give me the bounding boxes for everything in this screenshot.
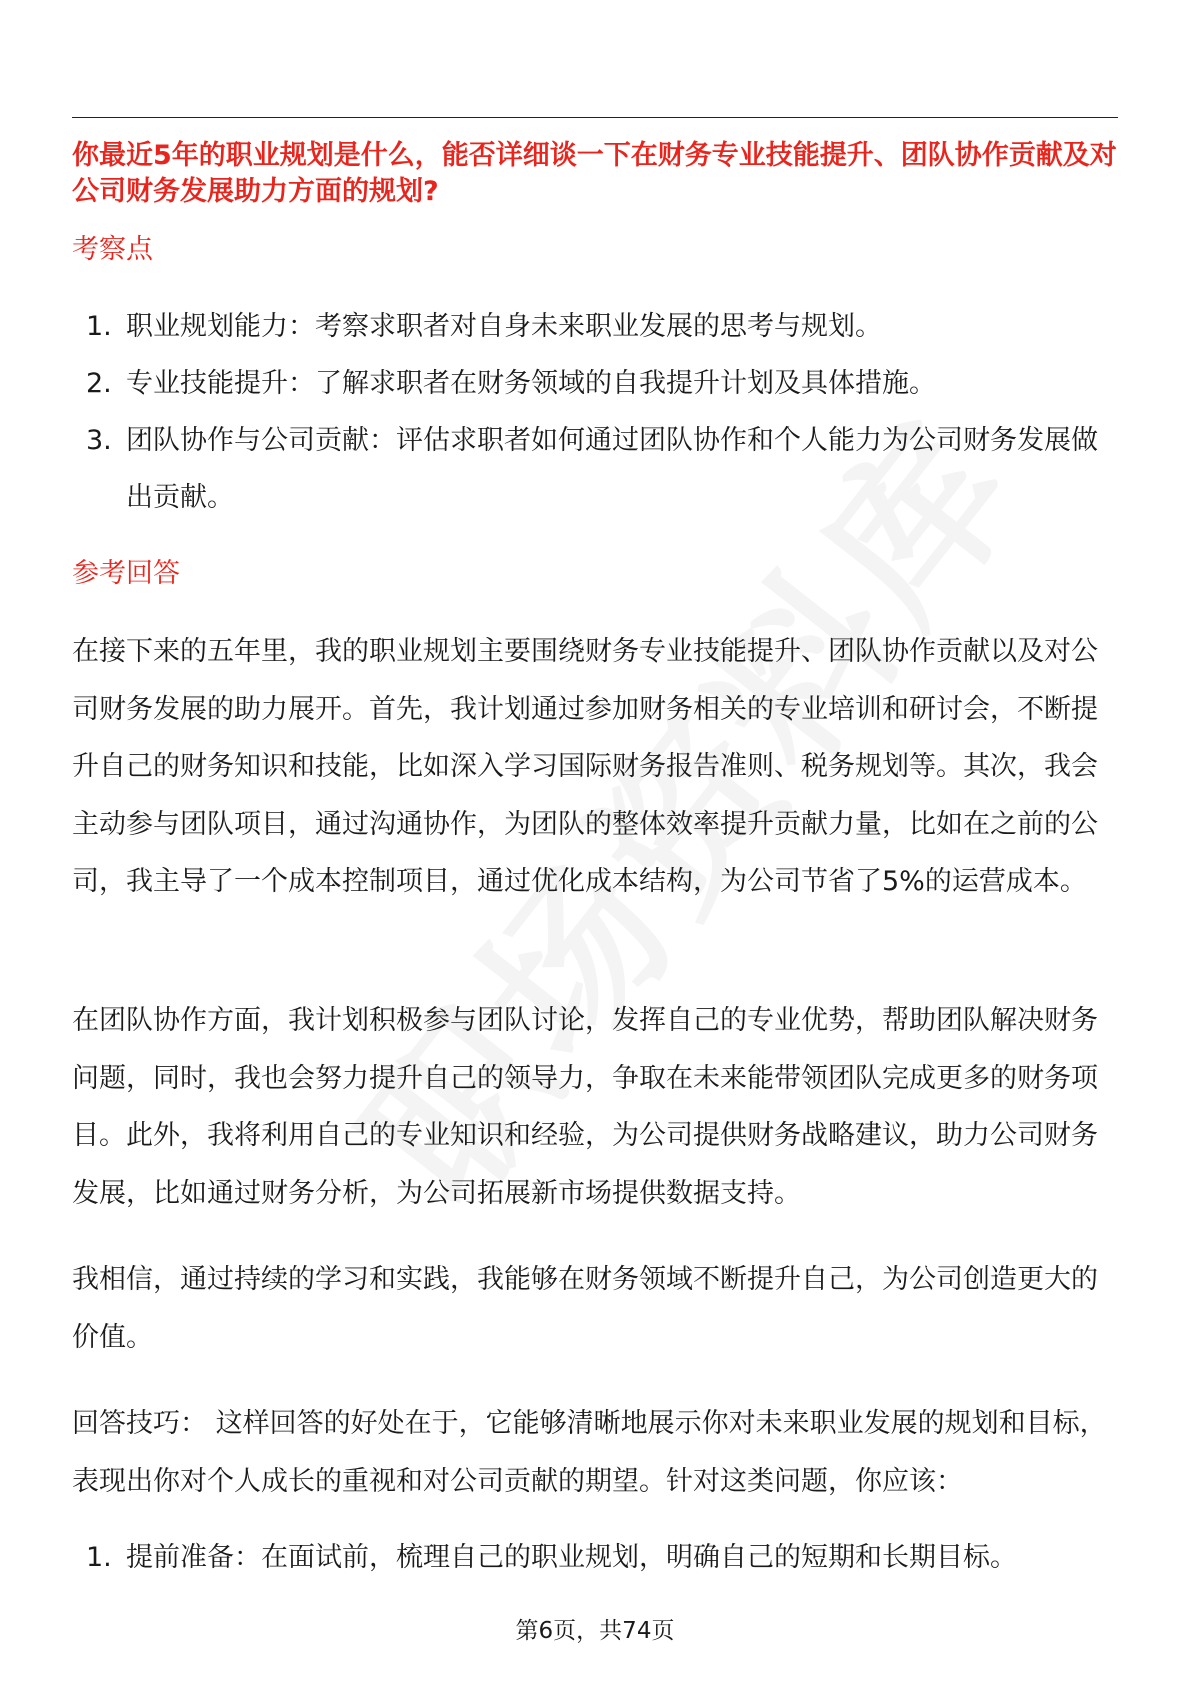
points-list <box>72 298 1118 526</box>
list-item <box>72 355 1118 412</box>
list-item-text: 团队协作与公司贡献：评估求职者如何通过团队协作和个人能力为公司财务发展做出贡献。 <box>126 425 1098 513</box>
question-title: 你最近5年的职业规划是什么，能否详细谈一下在财务专业技能提升、团队协作贡献及对公司财务发展助力方面的规划? <box>72 140 1117 207</box>
answer-tips-paragraph: 回答技巧： 这样回答的好处在于，它能够清晰地展示你对未来职业发展的规划和目标，表现出你对个人成长的重视和对公司贡献的期望。针对这类问题，你应该： <box>72 1408 1107 1497</box>
list-item-text: 职业规划能力：考察求职者对自身未来职业发展的思考与规划。 <box>126 311 882 342</box>
page-footer: 第6页，共74页 <box>515 1618 675 1644</box>
list-number: 3. <box>86 425 112 456</box>
list-item <box>72 1529 1118 1586</box>
list-number: 1. <box>86 311 112 342</box>
list-item <box>72 298 1118 355</box>
section-heading-answer: 参考回答 <box>72 558 180 589</box>
answer-paragraph: 我相信，通过持续的学习和实践，我能够在财务领域不断提升自己，为公司创造更大的价值。 <box>72 1264 1098 1353</box>
answer-paragraph: 在接下来的五年里，我的职业规划主要围绕财务专业技能提升、团队协作贡献以及对公司财务发展的助力展开。首先，我计划通过参加财务相关的专业培训和研讨会，不断提升自己的财务知识和技能，比如深入学习国际财务报告准则、税务规划等。其次，我会主动参与团队项目，通过沟通协作，为团队的整体效率提升贡献力量，比如在之前的公司，我主导了一个成本控制项目，通过优化成本结构，为公司节省了5%的运营成本。 <box>72 636 1098 897</box>
list-number: 1. <box>86 1542 112 1573</box>
list-number: 2. <box>86 368 112 399</box>
answer-paragraph: 在团队协作方面，我计划积极参与团队讨论，发挥自己的专业优势，帮助团队解决财务问题，同时，我也会努力提升自己的领导力，争取在未来能带领团队完成更多的财务项目。此外，我将利用自己的专业知识和经验，为公司提供财务战略建议，助力公司财务发展，比如通过财务分析，为公司拓展新市场提供数据支持。 <box>72 1005 1098 1209</box>
section-heading-points: 考察点 <box>72 234 153 265</box>
header-rule <box>72 117 1118 118</box>
document-page <box>72 0 1118 1684</box>
list-item <box>72 412 1118 526</box>
list-item-text: 提前准备：在面试前，梳理自己的职业规划，明确自己的短期和长期目标。 <box>126 1542 1017 1573</box>
list-item-text: 专业技能提升：了解求职者在财务领域的自我提升计划及具体措施。 <box>126 368 936 399</box>
tips-list <box>72 1529 1118 1586</box>
